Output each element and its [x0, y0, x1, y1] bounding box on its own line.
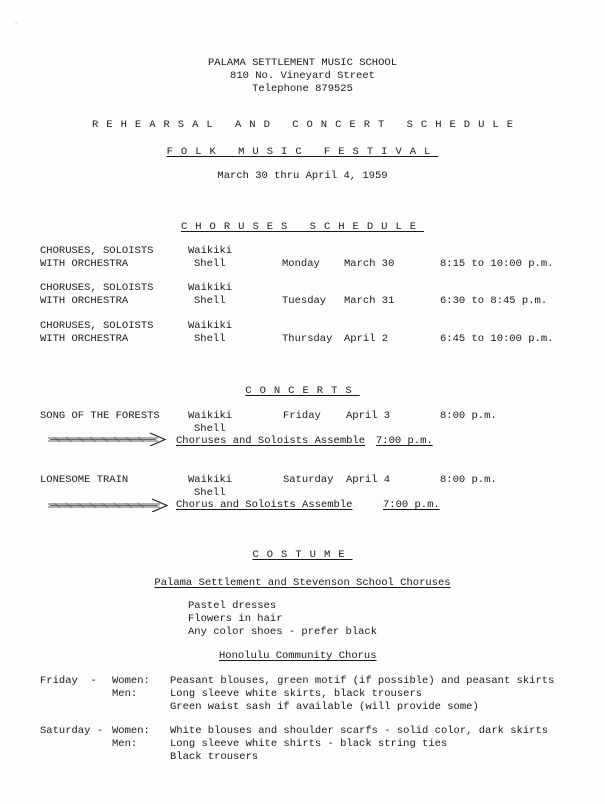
women-label: Women: [112, 675, 150, 687]
concert-day: Friday [283, 410, 321, 422]
assemble-note: Choruses and Soloists Assemble [176, 435, 366, 447]
costume-item: Any color shoes - prefer black [188, 626, 378, 638]
men-label: Men: [112, 738, 138, 750]
costume-group-title: Honolulu Community Chorus [219, 650, 377, 662]
chorus-group: WITH ORCHESTRA [40, 295, 129, 307]
chorus-group: CHORUSES, SOLOISTS [40, 320, 154, 332]
concerts-heading: CONCERTS [245, 385, 360, 397]
men-costume: Black trousers [170, 751, 259, 763]
concert-date: April 4 [346, 474, 391, 486]
assemble-note: Chorus and Soloists Assemble [176, 499, 353, 511]
costume-day: Saturday - [40, 725, 104, 737]
chorus-group: WITH ORCHESTRA [40, 333, 129, 345]
costume-heading: COSTUME [252, 549, 353, 561]
concert-name: LONESOME TRAIN [40, 474, 129, 486]
chorus-time: 6:30 to 8:45 p.m. [440, 295, 548, 307]
concert-day: Saturday [283, 474, 334, 486]
school-name: PALAMA SETTLEMENT MUSIC SCHOOL [207, 57, 398, 69]
concert-time: 8:00 p.m. [440, 410, 497, 422]
chorus-venue: Waikiki [188, 245, 233, 257]
concert-venue: Waikiki [188, 474, 233, 486]
assemble-time: 7:00 p.m. [376, 435, 433, 447]
chorus-time: 6:45 to 10:00 p.m. [440, 333, 554, 345]
chorus-date: March 31 [344, 295, 395, 307]
chorus-day: Tuesday [282, 295, 327, 307]
chorus-group: WITH ORCHESTRA [40, 258, 129, 270]
concert-venue: Waikiki [188, 410, 233, 422]
concert-venue: Shell [194, 423, 226, 435]
men-costume: Green waist sash if available (will provide some) [170, 701, 479, 713]
paper-speck: · ˙ [14, 20, 19, 41]
concert-venue: Shell [194, 487, 226, 499]
costume-group-title: Palama Settlement and Stevenson School Choruses [154, 577, 451, 589]
costume-item: Flowers in hair [188, 613, 283, 625]
school-address: 810 No. Vineyard Street [230, 70, 375, 82]
men-costume: Long sleeve white skirts, black trousers [170, 688, 423, 700]
concert-date: April 3 [346, 410, 391, 422]
chorus-date: March 30 [344, 258, 395, 270]
school-phone: Telephone 879525 [252, 83, 353, 95]
festival-dates: March 30 thru April 4, 1959 [217, 170, 388, 182]
festival-title: FOLK MUSIC FESTIVAL [166, 146, 439, 158]
chorus-date: April 2 [344, 333, 389, 345]
chorus-time: 8:15 to 10:00 p.m. [440, 258, 554, 270]
page-title: REHEARSAL AND CONCERT SCHEDULE [91, 119, 522, 131]
chorus-venue: Waikiki [188, 320, 233, 332]
chorus-venue: Shell [194, 333, 226, 345]
costume-item: Pastel dresses [188, 600, 277, 612]
concert-time: 8:00 p.m. [440, 474, 497, 486]
men-costume: Long sleeve white shirts - black string ties [170, 738, 448, 750]
assemble-time: 7:00 p.m. [383, 499, 440, 511]
hand-drawn-arrow-icon [46, 432, 168, 446]
chorus-group: CHORUSES, SOLOISTS [40, 282, 154, 294]
chorus-day: Thursday [282, 333, 333, 345]
concert-name: SONG OF THE FORESTS [40, 410, 160, 422]
chorus-venue: Waikiki [188, 282, 233, 294]
hand-drawn-arrow-icon [46, 498, 170, 512]
chorus-group: CHORUSES, SOLOISTS [40, 245, 154, 257]
men-label: Men: [112, 688, 138, 700]
chorus-day: Monday [282, 258, 320, 270]
chorus-venue: Shell [194, 295, 226, 307]
women-label: Women: [112, 725, 150, 737]
chorus-venue: Shell [194, 258, 226, 270]
costume-day: Friday - [40, 675, 97, 687]
women-costume: Peasant blouses, green motif (if possible) and peasant skirts [170, 675, 555, 687]
choruses-heading: CHORUSES SCHEDULE [180, 221, 425, 233]
women-costume: White blouses and shoulder scarfs - solid color, dark skirts [170, 725, 549, 737]
